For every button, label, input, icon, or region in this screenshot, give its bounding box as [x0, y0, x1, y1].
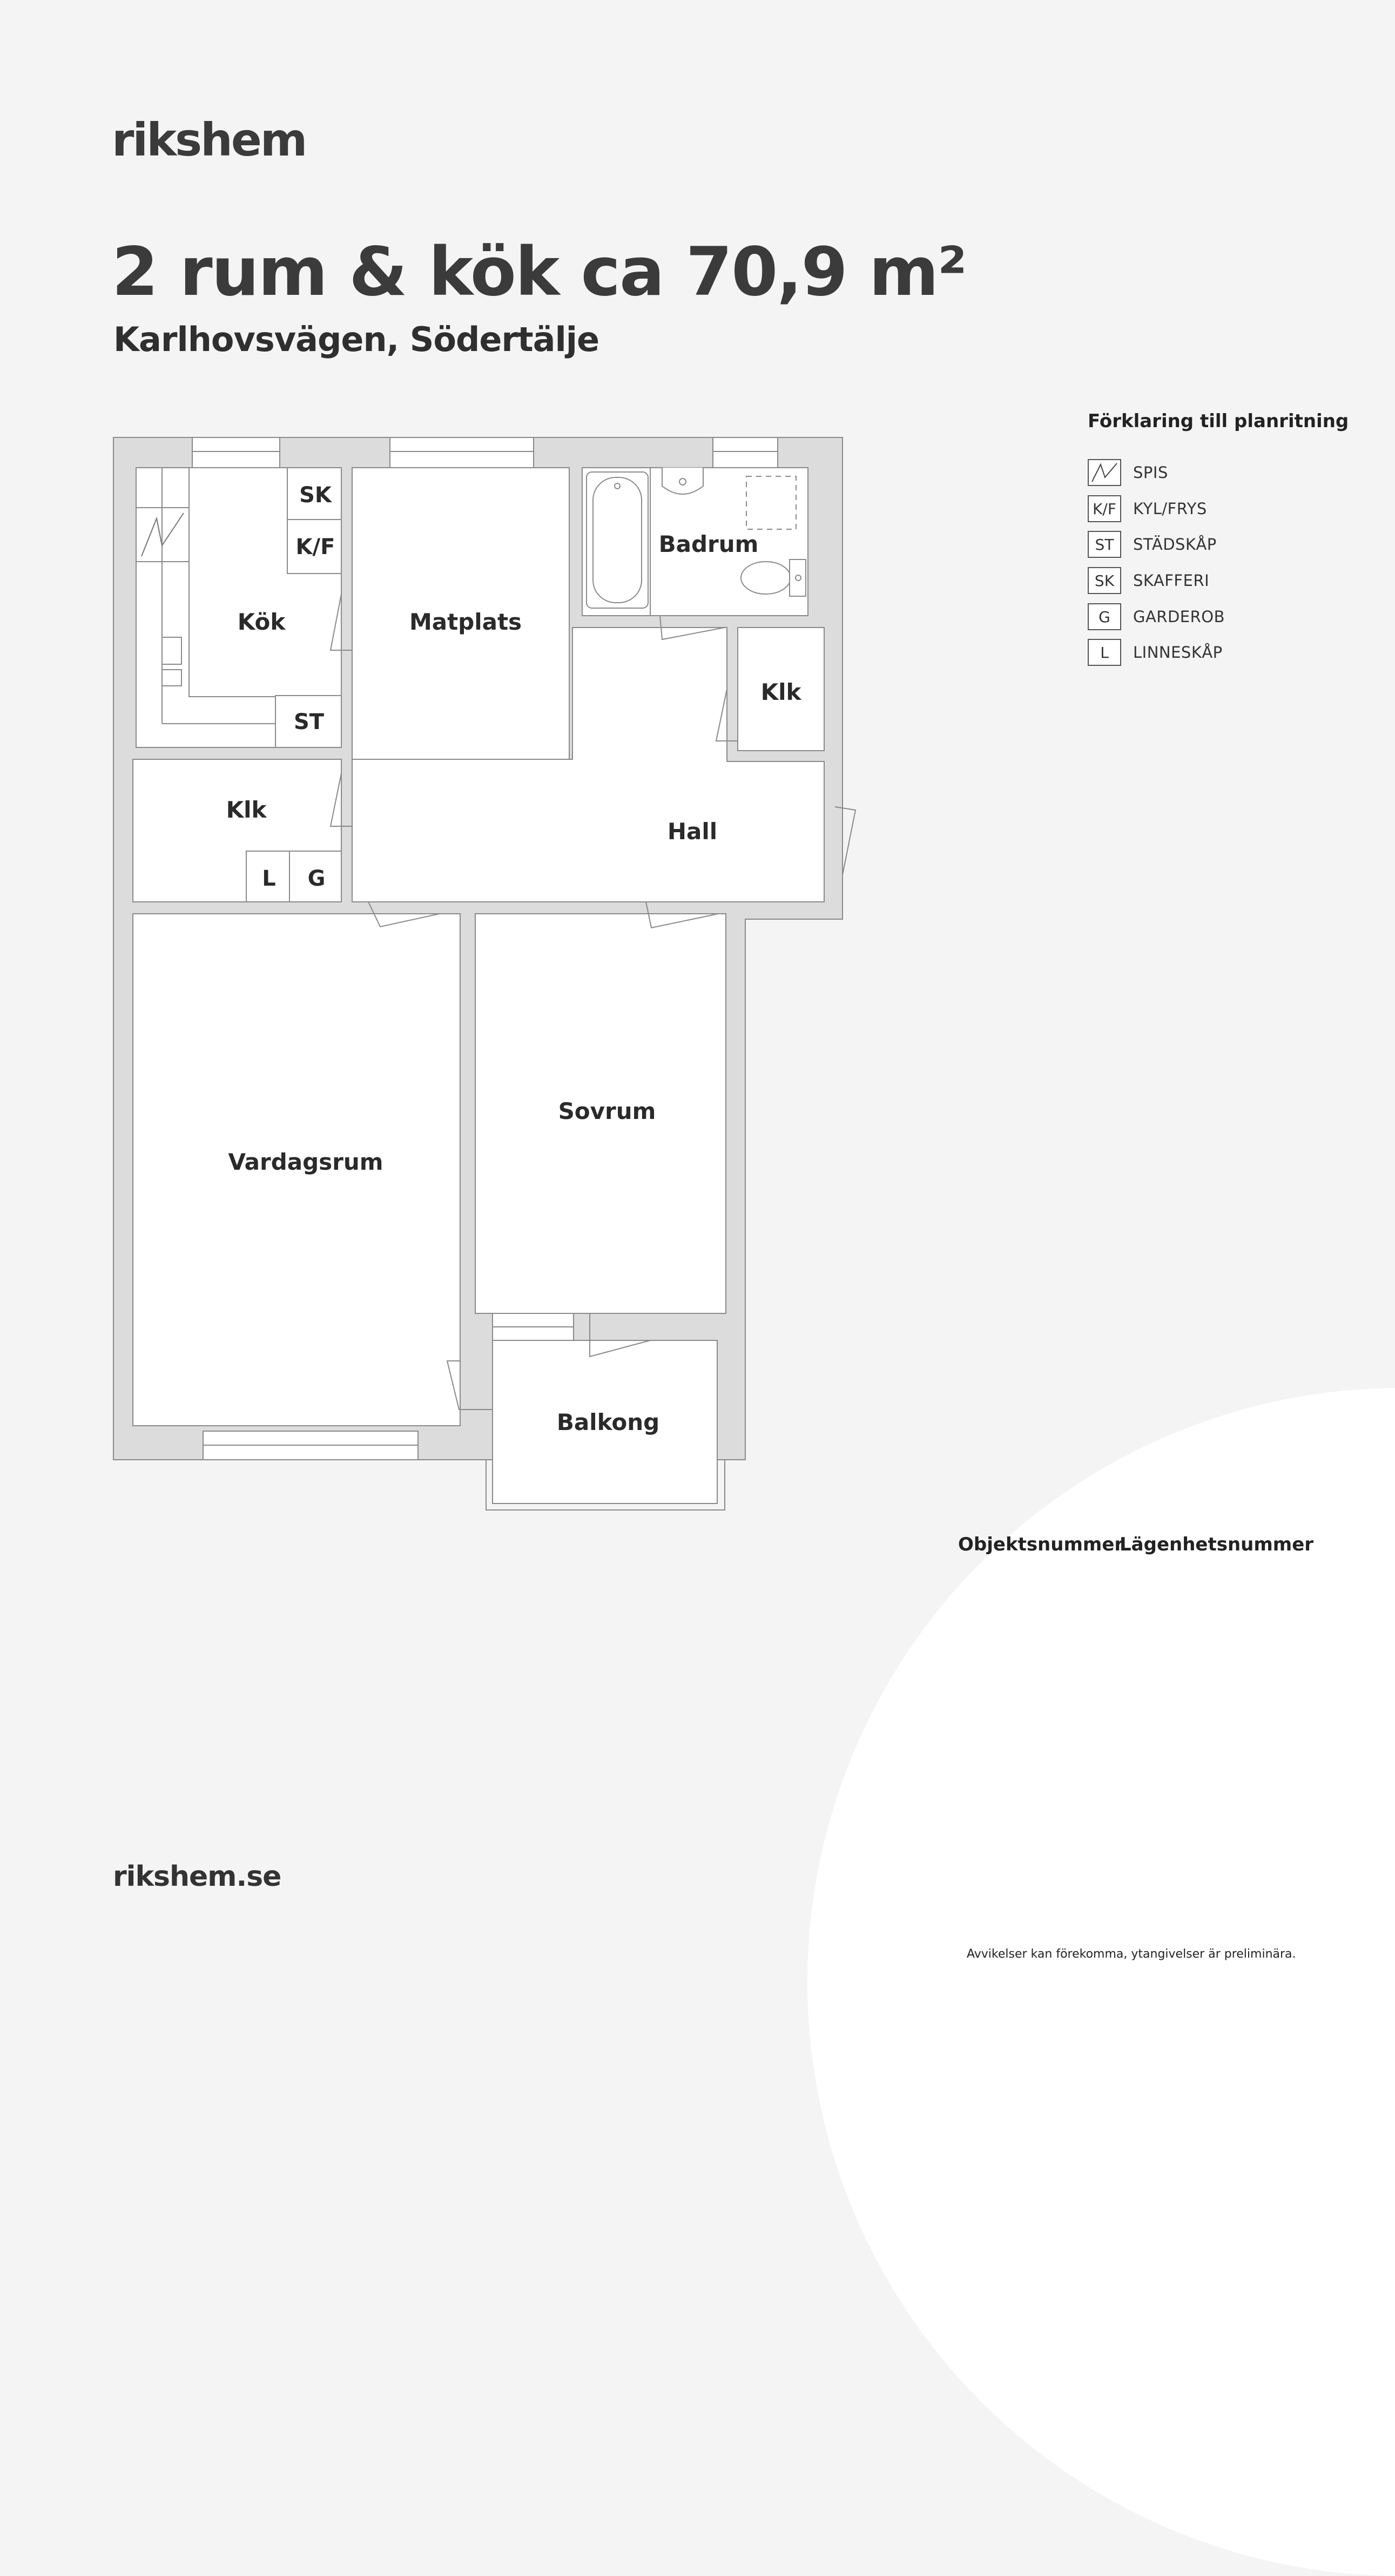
- label-l: L: [262, 866, 276, 891]
- label-sovrum: Sovrum: [558, 1098, 656, 1124]
- brand-logo: rikshem: [112, 113, 306, 166]
- label-matplats: Matplats: [409, 609, 522, 635]
- address: Karlhovsvägen, Södertälje: [113, 320, 599, 359]
- legend-code: ST: [1088, 531, 1121, 558]
- legend-code: G: [1088, 603, 1121, 630]
- legend-label: GARDEROB: [1133, 608, 1225, 626]
- label-hall: Hall: [667, 818, 718, 845]
- disclaimer: Avvikelser kan förekomma, ytangivelser är preliminära.: [967, 1947, 1296, 1961]
- label-klk-west: Klk: [226, 797, 267, 823]
- legend-label: SKAFFERI: [1133, 571, 1210, 590]
- legend-code: SK: [1088, 567, 1121, 594]
- legend-code: L: [1088, 639, 1121, 666]
- label-vardagsrum: Vardagsrum: [228, 1149, 383, 1175]
- legend-title: Förklaring till planritning: [1088, 410, 1349, 432]
- label-badrum: Badrum: [658, 531, 759, 557]
- legend-code: K/F: [1088, 495, 1121, 522]
- label-sk: SK: [299, 483, 332, 508]
- legend-label: SPIS: [1133, 463, 1168, 482]
- legend-label: STÄDSKÅP: [1133, 535, 1217, 554]
- legend-label: LINNESKÅP: [1133, 643, 1223, 662]
- label-klk-hall: Klk: [760, 679, 801, 705]
- label-kok: Kök: [237, 609, 286, 635]
- page-title: 2 rum & kök ca 70,9 m²: [112, 233, 966, 311]
- label-st: ST: [293, 710, 325, 734]
- label-kf: K/F: [295, 535, 335, 559]
- legend-label: KYL/FRYS: [1133, 500, 1207, 518]
- lagenhetsnummer-label: Lägenhetsnummer: [1120, 1534, 1314, 1555]
- label-balkong: Balkong: [556, 1409, 660, 1435]
- label-g: G: [307, 866, 326, 891]
- objektsnummer-label: Objektsnummer: [958, 1534, 1124, 1555]
- website-link[interactable]: rikshem.se: [113, 1860, 281, 1893]
